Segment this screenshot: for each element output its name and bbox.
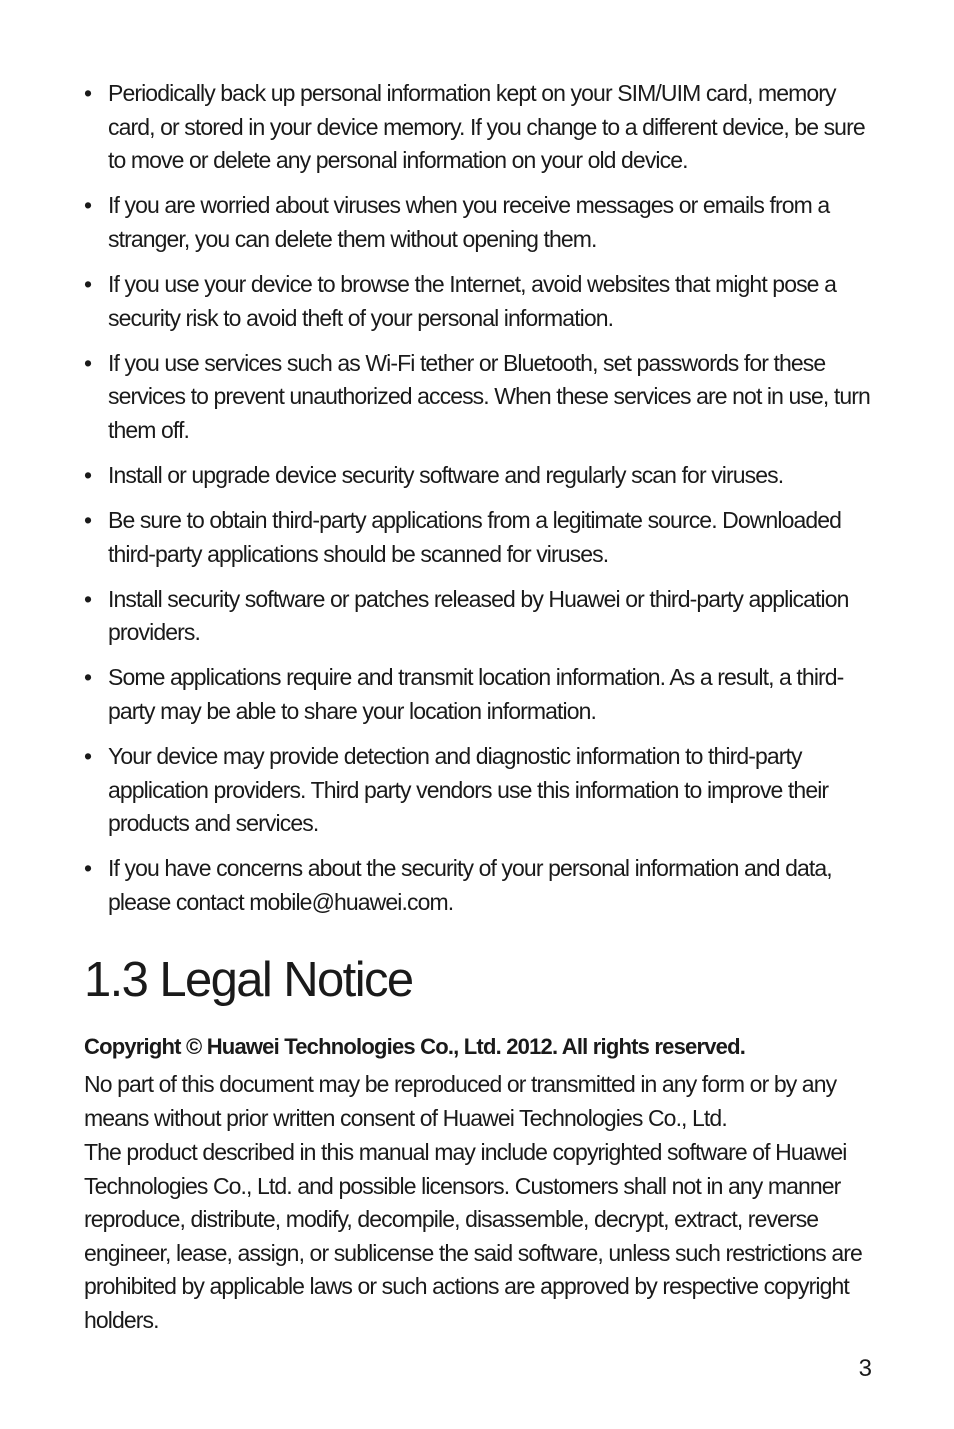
bullet-icon: • [84, 664, 92, 691]
list-item-text: If you are worried about viruses when you receive messages or emails from a stranger, you can delete them without opening them. [108, 192, 830, 252]
list-item-text: Some applications require and transmit location information. As a result, a third-party may be able to share your location information. [108, 664, 844, 724]
bullet-icon: • [84, 507, 92, 534]
page-number: 3 [858, 1355, 872, 1382]
bullet-icon: • [84, 461, 92, 488]
bullet-icon: • [84, 855, 92, 882]
bullet-icon: • [84, 349, 92, 376]
bullet-icon: • [84, 270, 92, 297]
list-item-text: If you use your device to browse the Internet, avoid websites that might pose a security risk to avoid theft of your personal information. [108, 270, 836, 331]
list-item [84, 852, 874, 919]
list-item-text: Periodically back up personal information kept on your SIM/UIM card, memory card, or stored in your device memory. If you change to a different device, be sure to move or delete any personal information on your old device. [108, 80, 865, 174]
bullet-icon: • [84, 585, 92, 612]
bullet-icon: • [84, 743, 92, 770]
list-item-text: If you have concerns about the security of your personal information and data, please contact mobile@huawei.com. [108, 855, 832, 915]
bullet-icon: • [84, 80, 92, 106]
list-item [84, 347, 874, 448]
list-item [84, 268, 874, 335]
list-item [84, 583, 874, 650]
bullet-icon: • [84, 192, 92, 219]
list-item [84, 504, 874, 571]
list-item [84, 661, 874, 728]
list-item-text: If you use services such as Wi-Fi tether or Bluetooth, set passwords for these services to prevent unauthorized access. When these services are not in use, turn them off. [108, 349, 870, 443]
section-heading: 1.3 Legal Notice [84, 953, 413, 1007]
security-tips-list [84, 77, 874, 931]
copyright-line: Copyright © Huawei Technologies Co., Ltd. 2012. All rights reserved. [84, 1034, 746, 1059]
list-item [84, 189, 874, 256]
legal-paragraph: No part of this document may be reproduced or transmitted in any form or by any means without prior written consent of Huawei Technologies Co., Ltd. [84, 1071, 837, 1131]
list-item-text: Install security software or patches released by Huawei or third-party application providers. [108, 585, 849, 646]
list-item-text: Install or upgrade device security software and regularly scan for viruses. [108, 461, 784, 488]
list-item [84, 77, 874, 178]
list-item-text: Be sure to obtain third-party applications from a legitimate source. Downloaded third-party applications should be scanned for viruses. [108, 507, 842, 567]
list-item [84, 740, 874, 841]
list-item [84, 459, 874, 493]
list-item-text: Your device may provide detection and diagnostic information to third-party application providers. Third party vendors use this information to improve their products and services. [108, 743, 829, 837]
legal-paragraph: The product described in this manual may include copyrighted software of Huawei Technologies Co., Ltd. and possible licensors. Customers shall not in any manner reproduce, distribute, modify, decompile, disassemble, decrypt, extract, reverse engineer, lease, assign, or sublicense the said software, unless such restrictions are prohibited by applicable laws or such actions are approved by respective copyright holders. [84, 1139, 862, 1333]
